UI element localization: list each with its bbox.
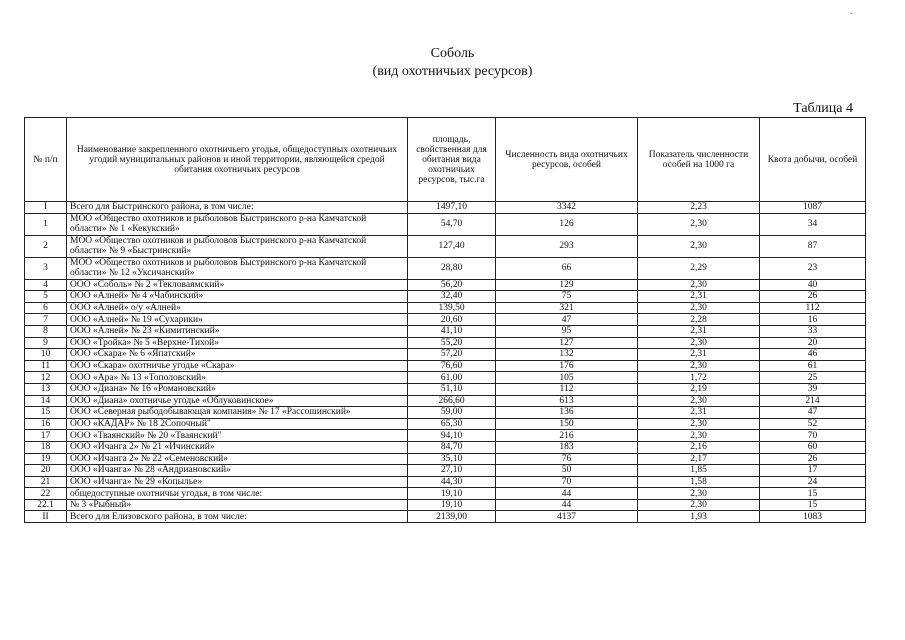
population-count: 176 (496, 360, 638, 372)
territory-name: ООО «Северная рыбодобывающая компания» № 17 «Рассошинский» (67, 407, 408, 419)
density-value: 1,85 (638, 465, 760, 477)
area-value: 266,60 (408, 395, 496, 407)
quota-value: 23 (760, 257, 866, 279)
density-value: 2,30 (638, 213, 760, 235)
quota-value: 16 (760, 314, 866, 326)
table-row (25, 372, 866, 384)
table-row (25, 314, 866, 326)
row-number: 6 (25, 302, 67, 314)
quota-value: 1087 (760, 202, 866, 214)
row-number: 20 (25, 465, 67, 477)
table-row (25, 441, 866, 453)
territory-name: ООО «Ичанга 2» № 21 «Ичинский» (67, 441, 408, 453)
density-value: 2,16 (638, 441, 760, 453)
table-row (25, 407, 866, 419)
quota-value: 26 (760, 291, 866, 303)
area-value: 20,60 (408, 314, 496, 326)
territory-name: ООО «Алней» № 19 «Сухарики» (67, 314, 408, 326)
density-value: 2,30 (638, 418, 760, 430)
area-value: 61,00 (408, 372, 496, 384)
territory-name: ООО «Тройка» № 5 «Верхне-Тихой» (67, 337, 408, 349)
table-row (25, 476, 866, 488)
area-value: 57,20 (408, 349, 496, 361)
row-number: 10 (25, 349, 67, 361)
territory-name: ООО «КАДАР» № 18 2Сопочный" (67, 418, 408, 430)
density-value: 2,28 (638, 314, 760, 326)
territory-name: ООО «Ара» № 13 «Тополовский» (67, 372, 408, 384)
area-value: 35,10 (408, 453, 496, 465)
population-count: 95 (496, 325, 638, 337)
population-count: 613 (496, 395, 638, 407)
table-body (25, 202, 866, 523)
density-value: 2,30 (638, 360, 760, 372)
area-value: 1497,10 (408, 202, 496, 214)
density-value: 2,31 (638, 407, 760, 419)
population-count: 112 (496, 383, 638, 395)
population-count: 44 (496, 499, 638, 511)
area-value: 65,30 (408, 418, 496, 430)
density-value: 1,58 (638, 476, 760, 488)
density-value: 2,30 (638, 488, 760, 500)
population-count: 132 (496, 349, 638, 361)
row-number: 5 (25, 291, 67, 303)
quota-value: 112 (760, 302, 866, 314)
population-count: 47 (496, 314, 638, 326)
area-value: 84,70 (408, 441, 496, 453)
table-row (25, 337, 866, 349)
table-row (25, 291, 866, 303)
quota-value: 39 (760, 383, 866, 395)
quota-value: 34 (760, 213, 866, 235)
territory-name: МОО «Общество охотников и рыболовов Быстринского р-на Камчатской области» № 9 «Быстринский» (67, 235, 408, 257)
density-value: 2,30 (638, 337, 760, 349)
territory-name: ООО «Ичанга 2» № 22 «Семеновский» (67, 453, 408, 465)
table-row (25, 383, 866, 395)
territory-name: ООО «Алней» № 4 «Чабинский» (67, 291, 408, 303)
table-row (25, 235, 866, 257)
density-value: 2,19 (638, 383, 760, 395)
quota-value: 25 (760, 372, 866, 384)
col-name-header: Наименование закрепленного охотничьего угодья, общедоступных охотничьих угодий муниципальных районов и иной территории, являющейся средой обитания охотничьих ресурсов (67, 118, 408, 202)
density-value: 2,29 (638, 257, 760, 279)
population-count: 75 (496, 291, 638, 303)
table-row (25, 257, 866, 279)
document-title: Соболь (430, 46, 475, 61)
population-count: 44 (496, 488, 638, 500)
row-number: 13 (25, 383, 67, 395)
table-row (25, 418, 866, 430)
row-number: 8 (25, 325, 67, 337)
row-number: 19 (25, 453, 67, 465)
area-value: 2139,00 (408, 511, 496, 523)
row-number: 7 (25, 314, 67, 326)
territory-name: ООО «Тваянский» № 20 «Тваянский" (67, 430, 408, 442)
row-number: 2 (25, 235, 67, 257)
area-value: 139,50 (408, 302, 496, 314)
density-value: 2,31 (638, 349, 760, 361)
quota-value: 60 (760, 441, 866, 453)
population-count: 136 (496, 407, 638, 419)
area-value: 54,70 (408, 213, 496, 235)
density-value: 2,31 (638, 325, 760, 337)
territory-name: ООО «Алней» № 23 «Кимитинский» (67, 325, 408, 337)
territory-name: Всего для Быстринского района, в том числе: (67, 202, 408, 214)
quota-value: 24 (760, 476, 866, 488)
density-value: 2,30 (638, 395, 760, 407)
territory-name: ООО «Диана» № 16 «Романовский» (67, 383, 408, 395)
territory-name: ООО «Ичанга» № 29 «Копылье» (67, 476, 408, 488)
col-number-header: № п/п (25, 118, 67, 202)
col-quota-header: Квота добычи, особей (760, 118, 866, 202)
population-count: 293 (496, 235, 638, 257)
quota-value: 15 (760, 488, 866, 500)
territory-name: ООО «Алней» о/у «Алней» (67, 302, 408, 314)
table-row (25, 202, 866, 214)
table-row (25, 349, 866, 361)
quota-value: 15 (760, 499, 866, 511)
area-value: 94,10 (408, 430, 496, 442)
territory-name: МОО «Общество охотников и рыболовов Быстринского р-на Камчатской области» № 12 «Уксичанский» (67, 257, 408, 279)
quota-value: 70 (760, 430, 866, 442)
population-count: 129 (496, 279, 638, 291)
density-value: 2,30 (638, 302, 760, 314)
row-number: 18 (25, 441, 67, 453)
row-number: 15 (25, 407, 67, 419)
area-value: 28,80 (408, 257, 496, 279)
row-number: 16 (25, 418, 67, 430)
quota-value: 52 (760, 418, 866, 430)
table-row (25, 465, 866, 477)
population-count: 321 (496, 302, 638, 314)
table-row (25, 213, 866, 235)
quota-value: 40 (760, 279, 866, 291)
territory-name: ООО «Ичанга» № 28 «Андриановский» (67, 465, 408, 477)
density-value: 2,31 (638, 291, 760, 303)
population-count: 50 (496, 465, 638, 477)
area-value: 59,00 (408, 407, 496, 419)
table-number: Таблица 4 (793, 101, 853, 116)
row-number: 11 (25, 360, 67, 372)
row-number: 22.1 (25, 499, 67, 511)
quota-value: 1083 (760, 511, 866, 523)
population-count: 216 (496, 430, 638, 442)
quota-value: 47 (760, 407, 866, 419)
row-number: 17 (25, 430, 67, 442)
row-number: I (25, 202, 67, 214)
quota-value: 46 (760, 349, 866, 361)
table-row (25, 360, 866, 372)
row-number: 4 (25, 279, 67, 291)
row-number: 9 (25, 337, 67, 349)
table-row (25, 325, 866, 337)
density-value: 1,93 (638, 511, 760, 523)
density-value: 2,30 (638, 430, 760, 442)
scan-mark: . (850, 6, 853, 16)
density-value: 2,30 (638, 235, 760, 257)
territory-name: ООО «Скара» № 6 «Япатский» (67, 349, 408, 361)
territory-name: ООО «Соболь» № 2 «Текловаямский» (67, 279, 408, 291)
table-header-row (25, 118, 866, 202)
area-value: 19,10 (408, 488, 496, 500)
area-value: 76,60 (408, 360, 496, 372)
quota-value: 17 (760, 465, 866, 477)
area-value: 56,20 (408, 279, 496, 291)
area-value: 127,40 (408, 235, 496, 257)
table-row (25, 511, 866, 523)
territory-name: ООО «Диана» охотничье угодье «Облуковинское» (67, 395, 408, 407)
density-value: 2,17 (638, 453, 760, 465)
density-value: 1,72 (638, 372, 760, 384)
table-row (25, 488, 866, 500)
population-count: 183 (496, 441, 638, 453)
row-number: 3 (25, 257, 67, 279)
population-count: 70 (496, 476, 638, 488)
population-count: 66 (496, 257, 638, 279)
quota-value: 61 (760, 360, 866, 372)
area-value: 44,30 (408, 476, 496, 488)
row-number: 22 (25, 488, 67, 500)
table-row (25, 395, 866, 407)
row-number: II (25, 511, 67, 523)
territory-name: № 3 «Рыбный» (67, 499, 408, 511)
col-count-header: Численность вида охотничьих ресурсов, особей (496, 118, 638, 202)
territory-name: Всего для Елизовского района, в том числе: (67, 511, 408, 523)
quota-value: 33 (760, 325, 866, 337)
quota-value: 87 (760, 235, 866, 257)
table-row (25, 302, 866, 314)
col-area-header: площадь, свойственная для обитания вида охотничьих ресурсов, тыс.га (408, 118, 496, 202)
col-density-header: Показатель численности особей на 1000 га (638, 118, 760, 202)
population-count: 126 (496, 213, 638, 235)
density-value: 2,23 (638, 202, 760, 214)
area-value: 32,40 (408, 291, 496, 303)
density-value: 2,30 (638, 499, 760, 511)
quota-table (24, 117, 866, 523)
territory-name: общедоступные охотничьи угодья, в том числе: (67, 488, 408, 500)
area-value: 19,10 (408, 499, 496, 511)
population-count: 3342 (496, 202, 638, 214)
area-value: 51,10 (408, 383, 496, 395)
row-number: 1 (25, 213, 67, 235)
density-value: 2,30 (638, 279, 760, 291)
row-number: 21 (25, 476, 67, 488)
population-count: 105 (496, 372, 638, 384)
area-value: 27,10 (408, 465, 496, 477)
population-count: 76 (496, 453, 638, 465)
table-row (25, 453, 866, 465)
population-count: 4137 (496, 511, 638, 523)
territory-name: МОО «Общество охотников и рыболовов Быстринского р-на Камчатской области» № 1 «Кекукский» (67, 213, 408, 235)
population-count: 150 (496, 418, 638, 430)
area-value: 41,10 (408, 325, 496, 337)
document-subtitle: (вид охотничьих ресурсов) (372, 64, 533, 79)
row-number: 14 (25, 395, 67, 407)
area-value: 55,20 (408, 337, 496, 349)
table-row (25, 499, 866, 511)
row-number: 12 (25, 372, 67, 384)
territory-name: ООО «Скара» охотничье угодье «Скара» (67, 360, 408, 372)
population-count: 127 (496, 337, 638, 349)
quota-value: 26 (760, 453, 866, 465)
quota-value: 20 (760, 337, 866, 349)
quota-value: 214 (760, 395, 866, 407)
table-row (25, 279, 866, 291)
table-row (25, 430, 866, 442)
